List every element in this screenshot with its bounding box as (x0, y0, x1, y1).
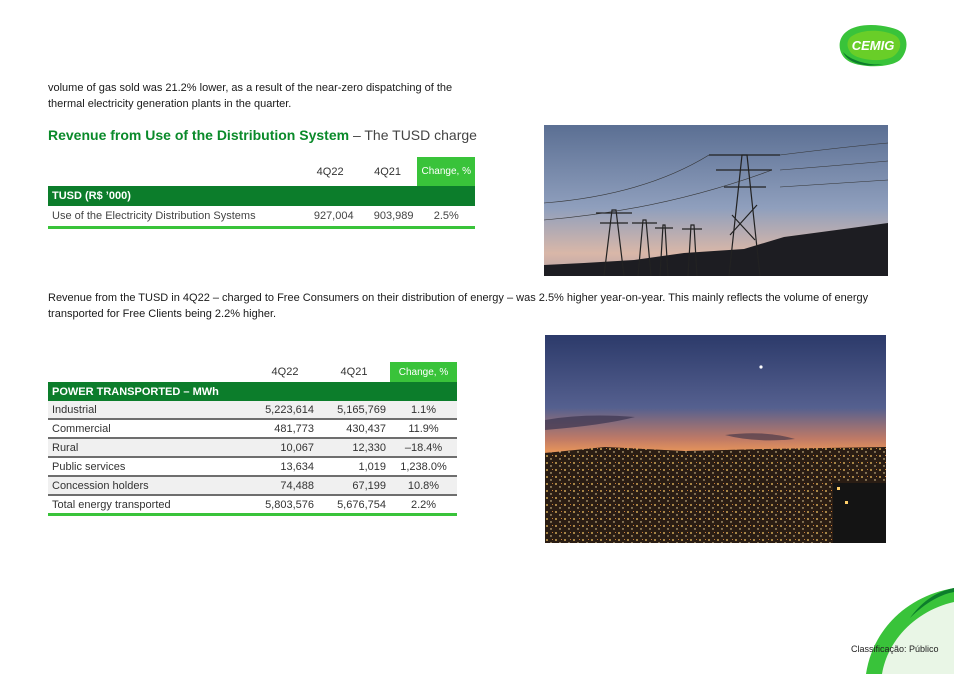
col-header-change: Change, % (417, 157, 475, 186)
value-4q21: 903,989 (358, 206, 418, 228)
value-change: 2.2% (390, 495, 457, 515)
section-subtitle: – The TUSD charge (352, 127, 477, 143)
value-change: –18.4% (390, 438, 457, 457)
value-4q22: 481,773 (252, 419, 318, 438)
group-label: TUSD (R$ ’000) (48, 186, 475, 206)
intro-text: volume of gas sold was 21.2% lower, as a result of the near-zero dispatching of the thermal electricity generation plants in the quarter. (48, 82, 453, 110)
value-change: 11.9% (390, 419, 457, 438)
row-label: Rural (48, 438, 252, 457)
value-4q22: 10,067 (252, 438, 318, 457)
value-4q22: 927,004 (303, 206, 358, 228)
transmission-towers-photo (544, 125, 888, 276)
section-title-main: Revenue from Use of the Distribution System (48, 127, 350, 143)
row-label: Industrial (48, 401, 252, 419)
table-row (48, 206, 475, 228)
value-change: 10.8% (390, 476, 457, 495)
col-header-change: Change, % (390, 362, 457, 382)
section-title (48, 127, 477, 143)
value-4q21: 5,165,769 (318, 401, 390, 419)
tusd-table (48, 157, 475, 229)
value-4q22: 13,634 (252, 457, 318, 476)
row-label: Concession holders (48, 476, 252, 495)
city-dusk-photo (545, 335, 886, 543)
table-row (48, 457, 457, 476)
table-row (48, 438, 457, 457)
col-header-4q21: 4Q21 (340, 366, 368, 378)
value-4q22: 5,803,576 (252, 495, 318, 515)
row-label: Total energy transported (48, 495, 252, 515)
tusd-paragraph: Revenue from the TUSD in 4Q22 – charged to Free Consumers on their distribution of energy – was 2.5% higher year-on-year. This mainly reflects the volume of energy transported for Free Clients being 2.2% higher. (48, 292, 869, 320)
value-4q22: 74,488 (252, 476, 318, 495)
value-4q22: 5,223,614 (252, 401, 318, 419)
classification-label: Classificação: Público (851, 644, 939, 654)
table-row-total (48, 495, 457, 515)
col-header-4q22: 4Q22 (316, 165, 344, 178)
power-transported-table (48, 362, 457, 516)
col-header-4q21: 4Q21 (374, 165, 401, 178)
table-row (48, 401, 457, 419)
row-label: Public services (48, 457, 252, 476)
value-change: 1,238.0% (390, 457, 457, 476)
col-header-4q22: 4Q22 (271, 366, 299, 378)
cemig-logo (838, 22, 908, 68)
group-label: POWER TRANSPORTED – MWh (48, 382, 457, 401)
value-change: 1.1% (390, 401, 457, 419)
svg-text:CEMIG: CEMIG (851, 38, 895, 53)
value-change: 2.5% (417, 206, 475, 228)
value-4q21: 430,437 (318, 419, 390, 438)
value-4q21: 5,676,754 (318, 495, 390, 515)
row-label: Commercial (48, 419, 252, 438)
corner-decoration (838, 588, 954, 674)
value-4q21: 1,019 (318, 457, 390, 476)
value-4q21: 12,330 (318, 438, 390, 457)
table-row (48, 476, 457, 495)
table-row (48, 419, 457, 438)
row-label: Use of the Electricity Distribution Systems (48, 206, 303, 228)
value-4q21: 67,199 (318, 476, 390, 495)
